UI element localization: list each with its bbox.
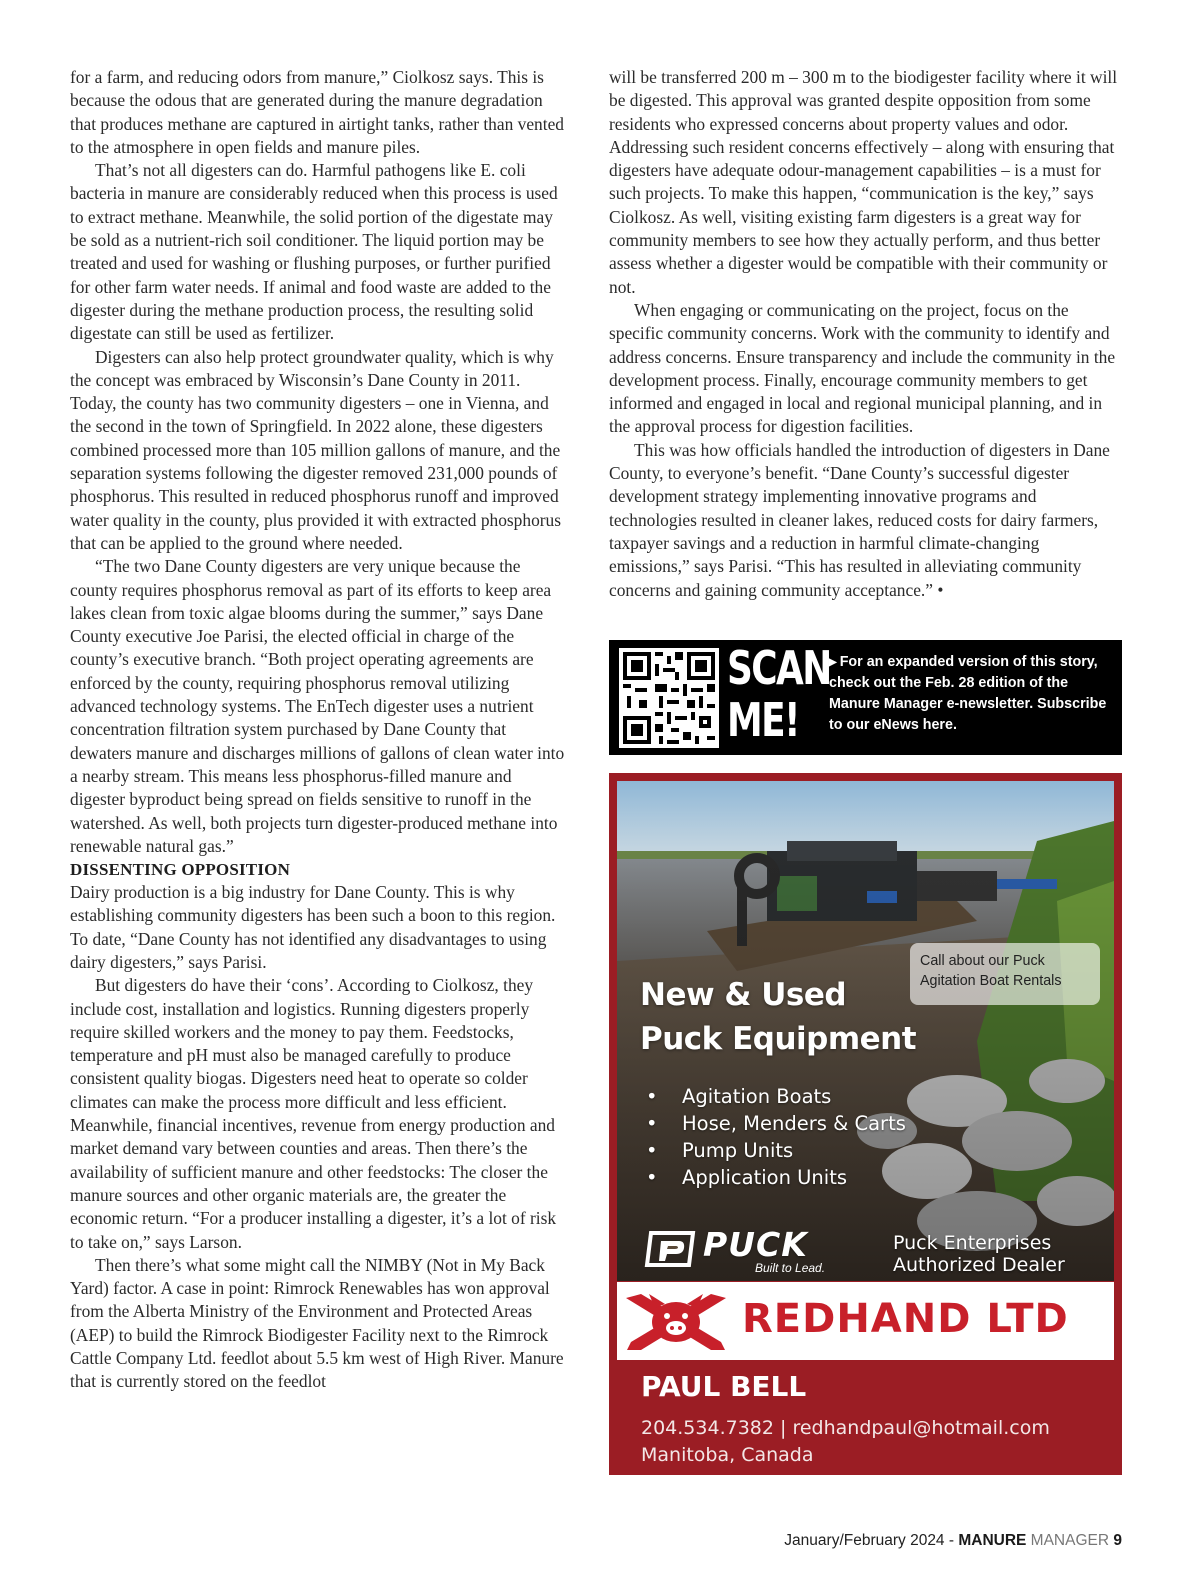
article-right-column [609,66,1122,602]
authorized-dealer: Puck Enterprises Authorized Dealer [893,1232,1065,1276]
section-subhead: DISSENTING OPPOSITION [70,860,291,880]
list-item: • Pump Units [640,1137,906,1164]
article-paragraph: Dairy production is a big industry for Dane County. This is why establishing community digesters has been such a boon to this region. To date, “Dane County has not identified any disadvantages to using dairy digesters,” says Parisi. [70,882,556,972]
article-paragraph: When engaging or communicating on the project, focus on the specific community concerns. Work with the community to identify and address concerns. Ensure transparency and include the community in the development process. Finally, encourage community members to get informed and engaged in local and regional municipal planning, and in the approval process for digestion facilities. [609,299,1116,437]
play-arrow-icon: ▶ [829,657,837,668]
article-left-column [70,66,570,1394]
pig-crossbones-icon [621,1290,731,1354]
puck-emblem-icon [643,1227,699,1271]
article-paragraph: Digesters can also help protect groundwater quality, which is why the concept was embraced by Wisconsin’s Dane County in 2011. Today, the county has two community digesters – one in Vienna, and the second in the town of Springfield. In 2022 alone, these digesters combined processed more than 105 million gallons of manure, and the separation systems following the digester removed 231,000 pounds of phosphorus. This resulted in reduced phosphorus runoff and improved water quality in the county, plus provided it with extracted phosphorus that can be applied to the ground where needed. [70,346,562,553]
qr-promo-message[interactable]: ▶ For an expanded version of this story, check out the Feb. 28 edition of the Manure Manager e-newsletter. Subscribe to our eNews here. [829,654,1107,733]
article-paragraph: for a farm, and reducing odors from manure,” Ciolkosz says. This is because the odous that are generated during the manure degradation that produces methane are captured in airtight tanks, rather than vented to the atmosphere in open fields and manure piles. [70,67,564,157]
list-item: • Agitation Boats [640,1083,906,1110]
article-paragraph: That’s not all digesters can do. Harmful pathogens like E. coli bacteria in manure are considerably reduced when this process is used to extract methane. Meanwhile, the solid portion of the digestate may be sold as a nutrient-rich soil conditioner. The liquid portion may be treated and used for washing or flushing purposes, or further purified for other farm water needs. If animal and food waste are added to the digester during the methane production process, the resulting solid digestate can still be used as fertilizer. [70,160,558,344]
puck-tagline: Built to Lead. [755,1261,826,1275]
equipment-list [640,1083,906,1191]
redhand-advertisement[interactable] [609,773,1122,1475]
rental-callout: Call about our Puck Agitation Boat Rentals [910,943,1100,1005]
article-paragraph: But digesters do have their ‘cons’. According to Ciolkosz, they include cost, installation and logistics. Running digesters properly require skilled workers and the money to pay them. Feedstocks, temperature and pH must also be managed carefully to produce consistent quality biogas. Digesters need heat to operate so colder climates can make the process more difficult and less efficient. Meanwhile, financial incentives, revenue from energy production and market demand vary between counties and areas. Then there’s the availability of sufficient manure and other feedstocks: The closer the manure sources and other organic materials are, the greater the economic return. “For a producer installing a digester, it’s a lot of risk to take on,” says Larson. [70,975,557,1252]
page-footer [784,1532,1122,1550]
magazine-brand-light: MANAGER [1026,1532,1110,1549]
issue-date: January/February 2024 - [784,1532,959,1549]
qr-code-icon[interactable] [619,648,719,748]
magazine-brand: MANURE [958,1532,1027,1549]
article-paragraph: Then there’s what some might call the NIMBY (Not in My Back Yard) factor. A case in point: Rimrock Renewables has won approval from the Alberta Ministry of the Environment and Protected Areas (AEP) to build the Rimrock Biodigester Facility next to the Rimrock Cattle Company Ltd. feedlot about 5.5 km west of High River. Manure that is currently stored on the feedlot [70,1254,564,1392]
scan-me-label: SCAN ME! [727,641,831,747]
list-item: • Hose, Menders & Carts [640,1110,906,1137]
redhand-logo-band [617,1282,1114,1360]
contact-location: Manitoba, Canada [641,1444,814,1466]
company-name: REDHAND LTD [742,1296,1069,1342]
qr-promo-box[interactable] [609,640,1122,755]
ad-headline: New & Used Puck Equipment [640,977,917,1057]
contact-phone-email[interactable]: 204.534.7382 | redhandpaul@hotmail.com [641,1417,1050,1439]
article-paragraph: This was how officials handled the introduction of digesters in Dane County, to everyone’s benefit. “Dane County’s successful digester development strategy implementing innovative programs and technologies resulted in cleaner lakes, reduced costs for dairy farmers, taxpayer savings and a reduction in harmful climate-changing emissions,” says Parisi. “This has resulted in alleviating community concerns and gaining community acceptance.” • [609,439,1110,600]
puck-wordmark: PUCK [703,1225,808,1264]
contact-name: PAUL BELL [641,1370,807,1403]
article-paragraph: will be transferred 200 m – 300 m to the biodigester facility where it will be digested. This approval was granted despite opposition from some residents who expressed concerns about property values and odor. Addressing such resident concerns effectively – along with ensuring that digesters have adequate odour-management capabilities – is a must for such projects. To make this happen, “communication is the key,” says Ciolkosz. As well, visiting existing farm digesters is a great way for community members to see how they actually perform, and thus better assess whether a digester would be compatible with their community or not. [609,67,1118,297]
page-number: 9 [1109,1532,1122,1549]
agitation-boat-photo [617,781,1114,1281]
list-item: • Application Units [640,1164,906,1191]
article-paragraph: “The two Dane County digesters are very unique because the county requires phosphorus removal as part of its efforts to keep area lakes clean from toxic algae blooms during the summer,” says Dane County executive Joe Parisi, the elected official in charge of the county’s executive branch. “Both project operating agreements are enforced by the county, requiring phosphorus removal utilizing advanced technology systems. The EnTech digester uses a nutrient concentration filtration system purchased by Dane County that dewaters manure and discharges millions of gallons of clean water into a nearby stream. This means less phosphorus-filled manure and digester byproduct being spread on fields sensitive to runoff in the watershed. As well, both projects turn digester-produced methane into renewable natural gas.” [70,556,565,856]
puck-logo [643,1227,853,1277]
